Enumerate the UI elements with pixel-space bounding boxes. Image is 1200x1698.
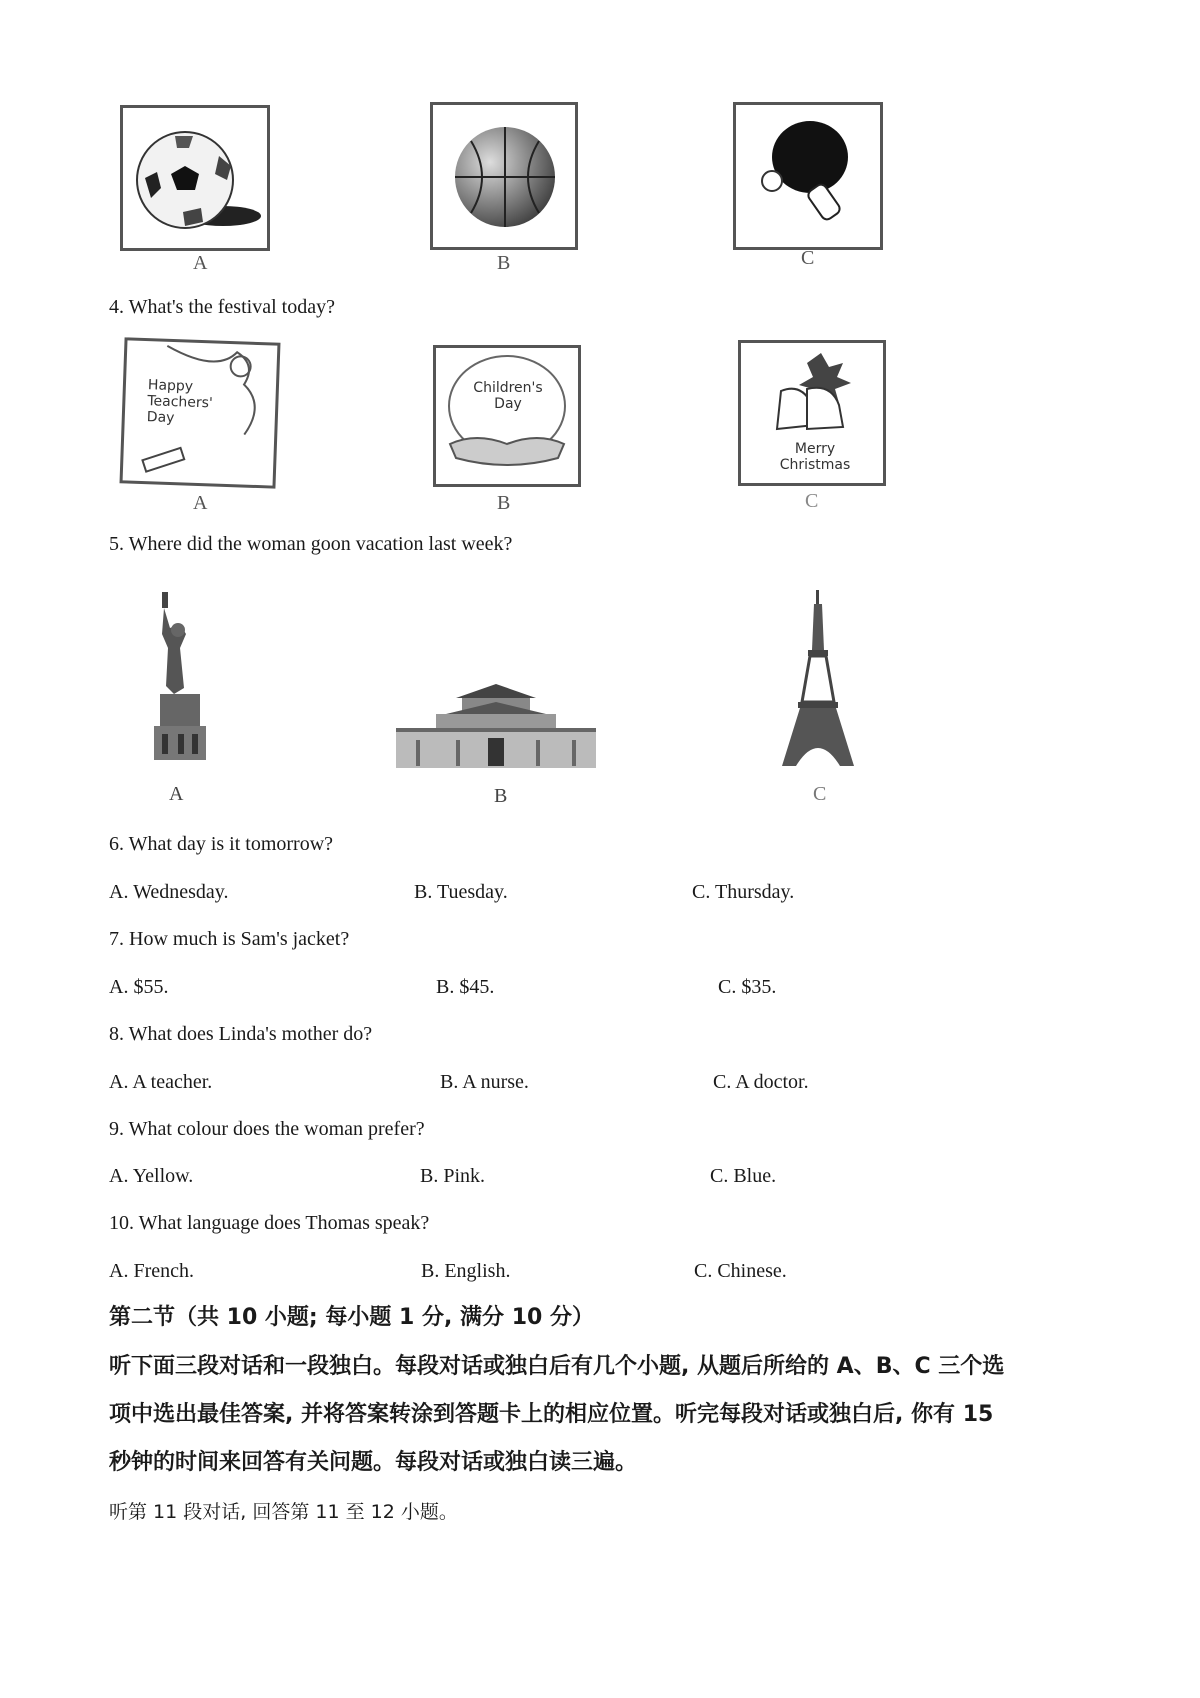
statue-of-liberty-icon <box>140 588 220 768</box>
q6-option-a: A. Wednesday. <box>109 881 229 903</box>
wreath-icon <box>436 348 578 484</box>
q4-label-a: A <box>193 492 208 514</box>
q6-option-c: C. Thursday. <box>692 881 795 903</box>
card-a-line-2: Teachers' <box>147 393 214 412</box>
card-a-line-3: Day <box>146 409 175 427</box>
q5-label-a: A <box>169 783 184 805</box>
section-2-instructions-line-3: 秒钟的时间来回答有关问题。每段对话或独白读三遍。 <box>109 1450 638 1475</box>
question-8: 8. What does Linda's mother do? <box>109 1023 373 1045</box>
ping-pong-paddle-icon <box>736 105 880 247</box>
picture-soccer-ball <box>120 105 270 251</box>
card-b-line-2: Day <box>494 396 522 412</box>
q3-label-c: C <box>801 247 815 269</box>
card-childrens-day <box>433 345 581 487</box>
card-b-line-1: Children's <box>473 380 543 396</box>
dialogue-11-instruction: 听第 11 段对话, 回答第 11 至 12 小题。 <box>109 1501 458 1523</box>
q5-label-c: C <box>813 783 827 805</box>
picture-ping-pong <box>733 102 883 250</box>
section-2-instructions-line-1: 听下面三段对话和一段独白。每段对话或独白后有几个小题, 从题后所给的 A、B、C 三个选 <box>109 1354 1005 1379</box>
card-merry-christmas <box>738 340 886 486</box>
section-2-heading: 第二节（共 10 小题; 每小题 1 分, 满分 10 分） <box>109 1305 594 1330</box>
q8-option-c: C. A doctor. <box>713 1071 809 1093</box>
question-7: 7. How much is Sam's jacket? <box>109 928 350 950</box>
question-4: 4. What's the festival today? <box>109 296 335 318</box>
basketball-icon <box>433 105 575 247</box>
card-c-line-2: Christmas <box>779 457 851 473</box>
q10-option-c: C. Chinese. <box>694 1260 787 1282</box>
question-5: 5. Where did the woman goon vacation last week? <box>109 533 513 555</box>
q8-option-a: A. A teacher. <box>109 1071 213 1093</box>
q9-option-b: B. Pink. <box>420 1165 486 1187</box>
q9-option-c: C. Blue. <box>710 1165 777 1187</box>
picture-basketball <box>430 102 578 250</box>
card-a-line-1: Happy <box>147 377 194 395</box>
q8-option-b: B. A nurse. <box>440 1071 529 1093</box>
soccer-ball-icon <box>123 108 267 248</box>
question-10: 10. What language does Thomas speak? <box>109 1212 430 1234</box>
q5-label-b: B <box>494 785 508 807</box>
q6-option-b: B. Tuesday. <box>414 881 508 903</box>
q9-option-a: A. Yellow. <box>109 1165 194 1187</box>
card-teachers-day <box>119 337 280 488</box>
q7-option-b: B. $45. <box>436 976 495 998</box>
q3-label-a: A <box>193 252 208 274</box>
q3-label-b: B <box>497 252 511 274</box>
q4-label-b: B <box>497 492 511 514</box>
q4-label-c: C <box>805 490 819 512</box>
q10-option-a: A. French. <box>109 1260 194 1282</box>
eiffel-tower-icon <box>778 590 858 768</box>
q7-option-c: C. $35. <box>718 976 777 998</box>
q7-option-a: A. $55. <box>109 976 169 998</box>
section-2-instructions-line-2: 项中选出最佳答案, 并将答案转涂到答题卡上的相应位置。听完每段对话或独白后, 你有 15 <box>109 1402 994 1427</box>
card-c-line-1: Merry <box>794 441 836 457</box>
q10-option-b: B. English. <box>421 1260 511 1282</box>
question-9: 9. What colour does the woman prefer? <box>109 1118 425 1140</box>
tiananmen-icon <box>396 680 596 770</box>
question-6: 6. What day is it tomorrow? <box>109 833 334 855</box>
